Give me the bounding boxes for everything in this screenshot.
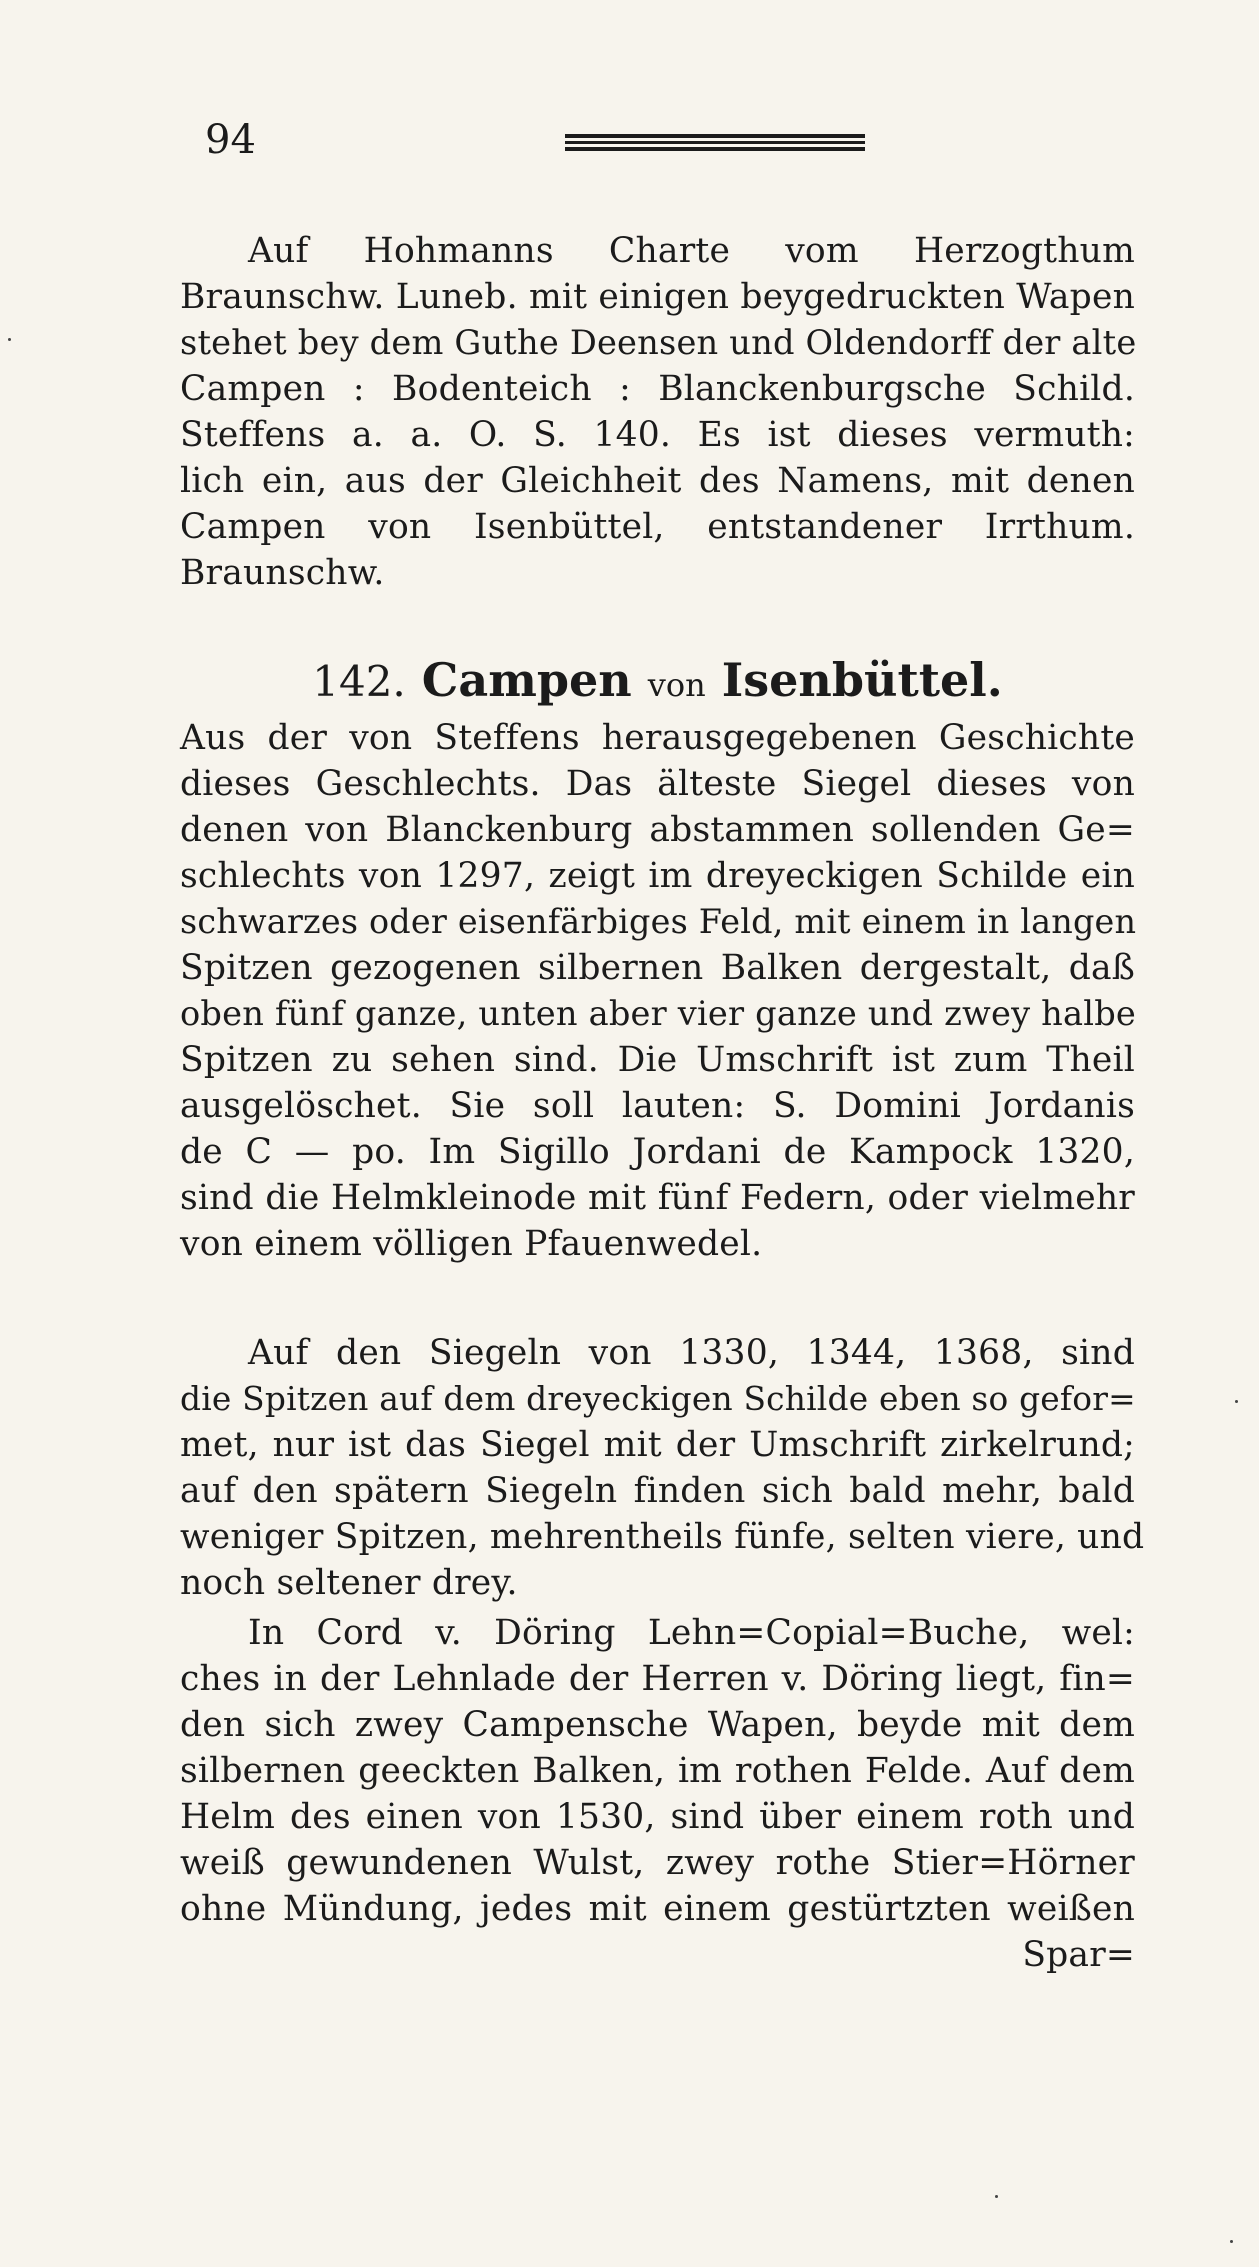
- text-line: von einem völligen Pfauenwedel.: [180, 1224, 763, 1264]
- speck-mark: [1230, 2240, 1233, 2243]
- text-line: ches in der Lehnlade der Herren v. Döring liegt, fin=: [180, 1659, 1135, 1699]
- text-line: met, nur ist das Siegel mit der Umschrift zirkelrund;: [180, 1425, 1135, 1465]
- text-line: Auf den Siegeln von 1330, 1344, 1368, sind: [248, 1333, 1135, 1373]
- text-line: dieses Geschlechts. Das älteste Siegel dieses von: [180, 764, 1135, 804]
- text-line: silbernen geeckten Balken, im rothen Felde. Auf dem: [180, 1751, 1135, 1791]
- paragraph-doering-copial: [180, 1610, 1135, 1978]
- header-rule-line: [565, 147, 865, 151]
- text-line: Spitzen gezogenen silbernen Balken dergestalt, daß: [180, 948, 1135, 988]
- text-line: In Cord v. Döring Lehn=Copial=Buche, wel:: [248, 1613, 1135, 1653]
- header-rule-line: [565, 141, 865, 144]
- text-line: ohne Mündung, jedes mit einem gestürtzten weißen: [180, 1889, 1135, 1929]
- text-line: sind die Helmkleinode mit fünf Federn, oder vielmehr: [180, 1178, 1135, 1218]
- text-line: schwarzes oder eisenfärbiges Feld, mit einem in langen: [180, 902, 1137, 941]
- text-line: noch seltener drey.: [180, 1563, 518, 1603]
- text-line: Braunschw. Luneb. mit einigen beygedruckten Wapen: [180, 277, 1135, 317]
- text-line: auf den spätern Siegeln finden sich bald mehr, bald: [180, 1471, 1135, 1511]
- text-line: denen von Blanckenburg abstammen sollenden Ge=: [180, 810, 1135, 850]
- section-heading: [180, 650, 1135, 715]
- header-rule-line: [565, 134, 865, 138]
- section-place: Isenbüttel.: [721, 653, 1003, 707]
- text-line: den sich zwey Campensche Wapen, beyde mit dem: [180, 1705, 1135, 1745]
- page-number: 94: [205, 117, 256, 163]
- section-number: 142.: [312, 657, 406, 706]
- text-line: Spitzen zu sehen sind. Die Umschrift ist zum Theil: [180, 1040, 1135, 1080]
- text-line: ausgelöschet. Sie soll lauten: S. Domini Jordanis: [180, 1086, 1135, 1126]
- text-line: weiß gewundenen Wulst, zwey rothe Stier=Hörner: [180, 1843, 1135, 1883]
- header-rule: [565, 134, 865, 152]
- speck-mark: [1235, 1400, 1238, 1403]
- text-line: oben fünf ganze, unten aber vier ganze und zwey halbe: [180, 994, 1137, 1033]
- paragraph-hohmann-chart: [180, 228, 1135, 596]
- text-line: Aus der von Steffens herausgegebenen Geschichte: [180, 718, 1135, 758]
- text-line: weniger Spitzen, mehrentheils fünfe, selten viere, und: [180, 1517, 1145, 1557]
- text-line: Steffens a. a. O. S. 140. Es ist dieses vermuth:: [180, 415, 1135, 455]
- text-line: stehet bey dem Guthe Deensen und Oldendorff der alte: [180, 323, 1137, 362]
- speck-mark: [995, 2195, 998, 2198]
- speck-mark: [8, 338, 11, 341]
- text-line: Campen : Bodenteich : Blanckenburgsche Schild.: [180, 369, 1135, 409]
- section-connector: von: [647, 666, 706, 704]
- paragraph-seals: [180, 1330, 1145, 1606]
- text-line: die Spitzen auf dem dreyeckigen Schilde eben so gefor=: [180, 1380, 1136, 1418]
- text-line: Helm des einen von 1530, sind über einem roth und: [180, 1797, 1135, 1837]
- section-title: Campen: [421, 653, 632, 707]
- text-line: Campen von Isenbüttel, entstandener Irrthum.: [180, 507, 1135, 547]
- text-line: Braunschw.: [180, 553, 385, 593]
- text-line: schlechts von 1297, zeigt im dreyeckigen Schilde ein: [180, 856, 1135, 896]
- text-line: lich ein, aus der Gleichheit des Namens, mit denen: [180, 461, 1135, 501]
- paragraph-steffens-history: [180, 715, 1135, 1267]
- text-line: Auf Hohmanns Charte vom Herzogthum: [248, 231, 1135, 271]
- catchword: Spar=: [1022, 1935, 1135, 1975]
- text-line: de C — po. Im Sigillo Jordani de Kampock 1320,: [180, 1132, 1135, 1172]
